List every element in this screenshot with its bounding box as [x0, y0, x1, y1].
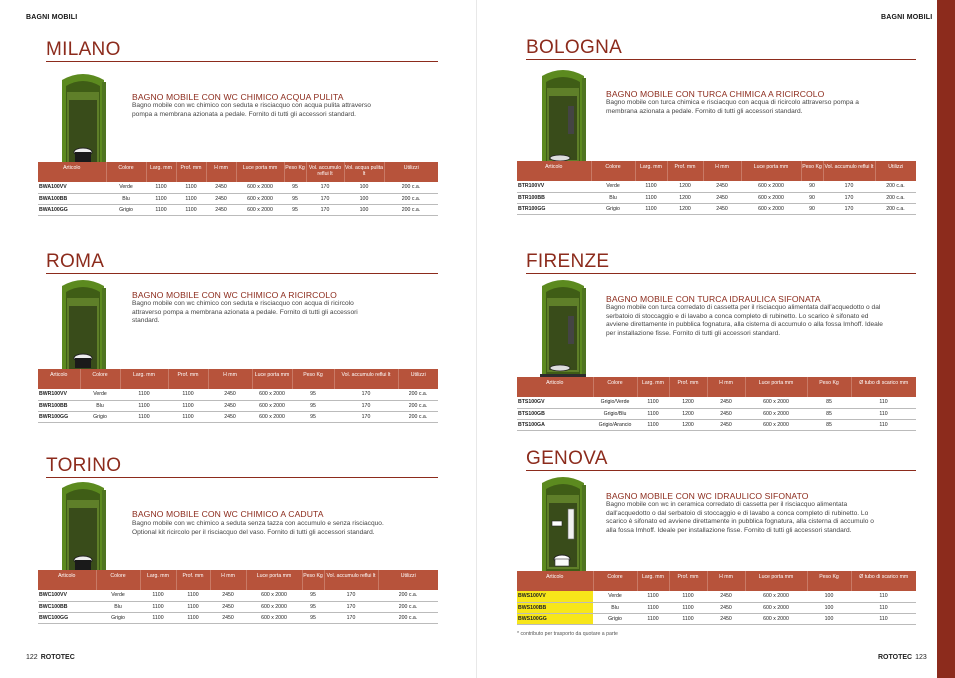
- table-cell: 1100: [669, 591, 707, 602]
- table-cell: Grigio: [591, 203, 635, 214]
- table-cell: 95: [284, 193, 306, 204]
- column-header: Peso Kg: [807, 377, 851, 397]
- column-header: Luce porta mm: [252, 369, 292, 389]
- table-cell: 95: [302, 612, 324, 623]
- table-cell: 85: [807, 419, 851, 430]
- product-description: Bagno mobile con turca corredato di cassetta per il risciacquo alimentata dall'acquedotto o dal serbatoio di stoccaggio e di lavabo a conca completo di rubinetto. Lo scarico è sifonato ed avviene direttamente in pubblica fognatura, alla cisterna di accumulo o alla fossa Imhoff. Ideale per installazione fisse. Fornito di tutti gli accessori standard.: [606, 304, 883, 337]
- table-row: [517, 591, 916, 602]
- product-title: GENOVA: [526, 448, 608, 469]
- table-cell: 1100: [120, 400, 168, 411]
- right-page: [477, 0, 955, 678]
- product-description: Bagno mobile con wc chimico a seduta senza tazza con accumulo e senza risciacquo. Optional kit ricircolo per il risciacquo del vaso. Fornito di tutti gli accessori standard.: [132, 520, 384, 536]
- table-header-row: [38, 570, 438, 590]
- cabin-icon: [538, 276, 588, 384]
- column-header: Vol. accumulo reflui lt: [823, 161, 875, 181]
- title-rule: [46, 273, 438, 274]
- table-row: [38, 182, 438, 193]
- table-cell: 600 x 2000: [246, 612, 302, 623]
- column-header: Luce porta mm: [246, 570, 302, 590]
- cabin-icon: [538, 473, 588, 581]
- table-cell: 600 x 2000: [236, 193, 284, 204]
- table-cell: 1100: [176, 601, 210, 612]
- article-code: BWA100GG: [38, 204, 106, 215]
- table-cell: 1100: [140, 601, 176, 612]
- table-cell: 1100: [120, 389, 168, 400]
- table-cell: 1100: [176, 612, 210, 623]
- product-subtitle: BAGNO MOBILE CON TURCA CHIMICA A RICIRCOLO: [606, 89, 825, 99]
- table-cell: 1200: [669, 419, 707, 430]
- column-header: Larg. mm: [637, 377, 669, 397]
- column-header: Articolo: [38, 162, 106, 182]
- article-code: BWC100BB: [38, 601, 96, 612]
- table-row: [38, 389, 438, 400]
- table-header-row: [38, 369, 438, 389]
- table-row: [517, 192, 916, 203]
- product-title: BOLOGNA: [526, 37, 623, 58]
- article-code: BTR100GG: [517, 203, 591, 214]
- table-cell: 1100: [669, 613, 707, 624]
- table-cell: 1100: [140, 590, 176, 601]
- article-code: BWR100VV: [38, 389, 80, 400]
- table-cell: 85: [807, 397, 851, 408]
- table-cell: 600 x 2000: [745, 591, 807, 602]
- product-description: Bagno mobile con turca chimica e risciacquo con acqua di ricircolo attraverso pompa a membrana azionata a pedale. Fornito di tutti gli accessori standard.: [606, 99, 859, 115]
- column-header: Articolo: [517, 377, 593, 397]
- table-cell: 170: [334, 389, 398, 400]
- table-row: [517, 602, 916, 613]
- table-cell: 1100: [140, 612, 176, 623]
- left-page: [0, 0, 477, 678]
- table-cell: 110: [851, 397, 916, 408]
- table-cell: 85: [807, 408, 851, 419]
- table-row: [517, 613, 916, 624]
- table-cell: 110: [851, 602, 916, 613]
- cabin-icon: [58, 276, 108, 384]
- table-cell: 110: [851, 591, 916, 602]
- table-cell: 2450: [206, 204, 236, 215]
- column-header: Peso Kg: [302, 570, 324, 590]
- product-description: Bagno mobile con wc chimico con seduta e risciacquo con acqua di ricircolo attraverso pompa a membrana azionata a pedale. Fornito di tutti gli accessori standard.: [132, 300, 358, 325]
- product-title: FIRENZE: [526, 251, 610, 272]
- table-cell: 110: [851, 408, 916, 419]
- table-cell: 1100: [635, 181, 667, 192]
- column-header: Peso Kg: [801, 161, 823, 181]
- table-cell: 600 x 2000: [252, 411, 292, 422]
- column-header: Colore: [106, 162, 146, 182]
- table-cell: 95: [302, 601, 324, 612]
- table-cell: 2450: [707, 408, 745, 419]
- column-header: Colore: [96, 570, 140, 590]
- table-cell: 1100: [146, 204, 176, 215]
- product-description: Bagno mobile con wc chimico con seduta e risciacquo con acqua pulita attraverso pompa a membrana azionata a pedale. Fornito di tutti gli accessori standard.: [132, 102, 371, 118]
- column-header: Ø tubo di scarico mm: [851, 377, 916, 397]
- column-header: Colore: [593, 377, 637, 397]
- table-cell: 1100: [176, 182, 206, 193]
- table-cell: Grigio: [106, 204, 146, 215]
- table-cell: 170: [324, 612, 378, 623]
- table-cell: 200 c.a.: [378, 612, 438, 623]
- product-subtitle: BAGNO MOBILE CON TURCA IDRAULICA SIFONATA: [606, 294, 821, 304]
- table-cell: 600 x 2000: [246, 601, 302, 612]
- article-code: BWR100BB: [38, 400, 80, 411]
- table-row: [517, 419, 916, 430]
- table-cell: 1100: [168, 411, 208, 422]
- table-cell: 1100: [168, 400, 208, 411]
- table-cell: 1100: [635, 203, 667, 214]
- column-header: Peso Kg: [292, 369, 334, 389]
- table-cell: 600 x 2000: [236, 204, 284, 215]
- table-cell: Blu: [80, 400, 120, 411]
- title-rule: [526, 273, 916, 274]
- table-cell: 600 x 2000: [741, 192, 801, 203]
- table-cell: 170: [324, 601, 378, 612]
- column-header: Luce porta mm: [745, 377, 807, 397]
- table-header-row: [517, 161, 916, 181]
- footnote: * contributo per trasporto da quotare a parte: [517, 631, 618, 637]
- table-cell: 200 c.a.: [398, 411, 438, 422]
- table-header-row: [517, 571, 916, 591]
- column-header: Colore: [593, 571, 637, 591]
- table-row: [38, 193, 438, 204]
- footer-left: [26, 654, 78, 661]
- table-cell: 95: [292, 400, 334, 411]
- spec-table: [517, 377, 916, 431]
- column-header: Larg. mm: [635, 161, 667, 181]
- table-cell: 170: [334, 411, 398, 422]
- table-cell: 1100: [176, 590, 210, 601]
- table-cell: 170: [823, 203, 875, 214]
- article-code: BWC100GG: [38, 612, 96, 623]
- table-cell: 1200: [667, 203, 703, 214]
- table-cell: 170: [823, 181, 875, 192]
- title-rule: [526, 470, 916, 471]
- column-header: Colore: [591, 161, 635, 181]
- table-cell: Grigio/Blu: [593, 408, 637, 419]
- column-header: Prof. mm: [168, 369, 208, 389]
- running-head-left: BAGNI MOBILI: [26, 14, 78, 21]
- table-cell: 100: [344, 182, 384, 193]
- table-cell: 200 c.a.: [378, 601, 438, 612]
- table-cell: Verde: [593, 591, 637, 602]
- title-rule: [526, 59, 916, 60]
- column-header: Peso Kg: [807, 571, 851, 591]
- table-cell: 600 x 2000: [745, 397, 807, 408]
- table-cell: 600 x 2000: [745, 613, 807, 624]
- toilet-cabin-photo: [538, 276, 588, 384]
- table-row: [38, 601, 438, 612]
- table-cell: 2450: [707, 591, 745, 602]
- table-cell: 110: [851, 419, 916, 430]
- column-header: Articolo: [38, 369, 80, 389]
- table-cell: 1100: [637, 602, 669, 613]
- table-cell: Grigio: [80, 411, 120, 422]
- product-title: ROMA: [46, 251, 105, 272]
- article-code: BWS100BB: [517, 602, 593, 613]
- toilet-cabin-photo: [538, 66, 588, 174]
- table-cell: 600 x 2000: [741, 203, 801, 214]
- spec-table: [517, 571, 916, 625]
- table-cell: 2450: [707, 397, 745, 408]
- product-bologna: [518, 37, 916, 223]
- table-cell: 100: [807, 602, 851, 613]
- table-cell: 1100: [637, 591, 669, 602]
- table-cell: 2450: [707, 613, 745, 624]
- edge-color-bar: [937, 0, 955, 678]
- title-rule: [46, 61, 438, 62]
- table-cell: 2450: [703, 203, 741, 214]
- table-cell: 600 x 2000: [741, 181, 801, 192]
- table-cell: 1100: [176, 193, 206, 204]
- table-cell: 600 x 2000: [745, 408, 807, 419]
- column-header: Articolo: [517, 161, 591, 181]
- article-code: BWA100BB: [38, 193, 106, 204]
- table-cell: 100: [344, 193, 384, 204]
- table-cell: 100: [807, 613, 851, 624]
- table-row: [38, 204, 438, 215]
- table-cell: 1100: [120, 411, 168, 422]
- table-cell: Blu: [593, 602, 637, 613]
- column-header: Prof. mm: [669, 377, 707, 397]
- column-header: H mm: [703, 161, 741, 181]
- article-code: BTS100GV: [517, 397, 593, 408]
- table-cell: 170: [334, 400, 398, 411]
- cabin-icon: [538, 66, 588, 174]
- article-code: BTS100GB: [517, 408, 593, 419]
- table-cell: 1100: [635, 192, 667, 203]
- table-row: [38, 612, 438, 623]
- table-cell: 2450: [208, 400, 252, 411]
- column-header: Utilizzi: [378, 570, 438, 590]
- table-cell: 600 x 2000: [252, 389, 292, 400]
- column-header: Larg. mm: [140, 570, 176, 590]
- column-header: Luce porta mm: [745, 571, 807, 591]
- running-head-right: BAGNI MOBILI: [881, 14, 933, 21]
- table-cell: 1100: [669, 602, 707, 613]
- table-cell: Blu: [106, 193, 146, 204]
- table-row: [38, 400, 438, 411]
- table-cell: 2450: [210, 601, 246, 612]
- table-cell: 600 x 2000: [745, 419, 807, 430]
- table-row: [38, 411, 438, 422]
- table-cell: 1100: [168, 389, 208, 400]
- spec-table: [38, 369, 438, 423]
- column-header: Prof. mm: [176, 570, 210, 590]
- table-cell: 1200: [667, 181, 703, 192]
- column-header: H mm: [707, 571, 745, 591]
- article-code: BTR100BB: [517, 192, 591, 203]
- column-header: Prof. mm: [669, 571, 707, 591]
- column-header: Articolo: [517, 571, 593, 591]
- table-row: [517, 408, 916, 419]
- product-subtitle: BAGNO MOBILE CON WC CHIMICO A RICIRCOLO: [132, 290, 337, 300]
- table-cell: 200 c.a.: [384, 193, 438, 204]
- column-header: Peso Kg: [284, 162, 306, 182]
- column-header: Utilizzi: [384, 162, 438, 182]
- product-roma: [39, 251, 438, 432]
- table-cell: 90: [801, 203, 823, 214]
- table-cell: Grigio/Verde: [593, 397, 637, 408]
- spec-table: [517, 161, 916, 215]
- table-row: [38, 590, 438, 601]
- column-header: Utilizzi: [398, 369, 438, 389]
- table-cell: 90: [801, 192, 823, 203]
- table-cell: 1200: [667, 192, 703, 203]
- table-cell: 95: [292, 389, 334, 400]
- table-header-row: [517, 377, 916, 397]
- toilet-cabin-photo: [538, 473, 588, 581]
- table-cell: 2450: [703, 192, 741, 203]
- product-torino: [39, 455, 438, 636]
- product-title: MILANO: [46, 39, 121, 60]
- table-cell: 1100: [146, 182, 176, 193]
- article-code: BTS100GA: [517, 419, 593, 430]
- spec-table: [38, 162, 438, 216]
- table-row: [517, 203, 916, 214]
- column-header: Articolo: [38, 570, 96, 590]
- column-header: Vol. accumulo reflui lt: [334, 369, 398, 389]
- table-cell: Blu: [591, 192, 635, 203]
- table-cell: 2450: [206, 182, 236, 193]
- table-cell: 200 c.a.: [398, 389, 438, 400]
- product-subtitle: BAGNO MOBILE CON WC IDRAULICO SIFONATO: [606, 491, 809, 501]
- brand-name: ROTOTEC: [878, 654, 913, 661]
- product-genova: [517, 448, 916, 644]
- article-code: BWS100VV: [517, 591, 593, 602]
- table-cell: 100: [344, 204, 384, 215]
- table-cell: 1100: [637, 397, 669, 408]
- table-cell: Verde: [591, 181, 635, 192]
- column-header: Larg. mm: [146, 162, 176, 182]
- column-header: H mm: [210, 570, 246, 590]
- product-subtitle: BAGNO MOBILE CON WC CHIMICO ACQUA PULITA: [132, 92, 344, 102]
- footer-right: [875, 654, 927, 661]
- column-header: Utilizzi: [875, 161, 916, 181]
- table-cell: 90: [801, 181, 823, 192]
- column-header: Vol. acqua pulita lt: [344, 162, 384, 182]
- table-cell: 170: [324, 590, 378, 601]
- product-subtitle: BAGNO MOBILE CON WC CHIMICO A CADUTA: [132, 509, 324, 519]
- table-cell: 200 c.a.: [875, 203, 916, 214]
- table-cell: 2450: [206, 193, 236, 204]
- table-cell: 2450: [210, 612, 246, 623]
- table-cell: 2450: [707, 419, 745, 430]
- article-code: BWS100GG: [517, 613, 593, 624]
- table-cell: 110: [851, 613, 916, 624]
- table-cell: 95: [284, 182, 306, 193]
- column-header: Vol. accumulo reflui lt: [324, 570, 378, 590]
- table-cell: 200 c.a.: [378, 590, 438, 601]
- table-cell: 2450: [707, 602, 745, 613]
- article-code: BTR100VV: [517, 181, 591, 192]
- table-cell: 95: [292, 411, 334, 422]
- product-firenze: [518, 251, 916, 432]
- column-header: H mm: [707, 377, 745, 397]
- table-cell: 170: [306, 182, 344, 193]
- table-cell: 200 c.a.: [384, 182, 438, 193]
- table-cell: 1100: [146, 193, 176, 204]
- page-number: 123: [915, 654, 927, 661]
- page-number: 122: [26, 654, 38, 661]
- column-header: Colore: [80, 369, 120, 389]
- table-cell: 2450: [210, 590, 246, 601]
- article-code: BWA100VV: [38, 182, 106, 193]
- table-cell: 600 x 2000: [246, 590, 302, 601]
- table-cell: 170: [823, 192, 875, 203]
- table-cell: 1100: [637, 419, 669, 430]
- product-milano: [39, 39, 438, 225]
- table-cell: Grigio/Arancio: [593, 419, 637, 430]
- table-cell: Grigio: [593, 613, 637, 624]
- table-cell: 95: [302, 590, 324, 601]
- table-cell: 600 x 2000: [236, 182, 284, 193]
- table-cell: Blu: [96, 601, 140, 612]
- column-header: Prof. mm: [176, 162, 206, 182]
- article-code: BWR100GG: [38, 411, 80, 422]
- column-header: Vol. accumulo reflui lt: [306, 162, 344, 182]
- table-cell: Grigio: [96, 612, 140, 623]
- table-cell: 2450: [703, 181, 741, 192]
- table-cell: 1100: [637, 613, 669, 624]
- table-cell: 1200: [669, 397, 707, 408]
- table-cell: 1100: [637, 408, 669, 419]
- column-header: Ø tubo di scarico mm: [851, 571, 916, 591]
- table-cell: Verde: [106, 182, 146, 193]
- table-row: [517, 181, 916, 192]
- product-title: TORINO: [46, 455, 122, 476]
- table-row: [517, 397, 916, 408]
- article-code: BWC100VV: [38, 590, 96, 601]
- column-header: Larg. mm: [637, 571, 669, 591]
- table-cell: Verde: [96, 590, 140, 601]
- product-description: Bagno mobile con wc in ceramica corredato di cassetta per il risciacquo alimentata dall'acquedotto o dal serbatoio di stoccaggio e di lavabo a conca completo di rubinetto. Lo scarico è sifonato ed avviene direttamente in pubblica fognatura, alla cisterna di accumulo o alla fossa Imhoff. Ideale per installazione fisse. Fornito di tutti gli accessori standard.: [606, 501, 874, 534]
- table-cell: 1100: [176, 204, 206, 215]
- column-header: Luce porta mm: [741, 161, 801, 181]
- column-header: H mm: [208, 369, 252, 389]
- table-cell: 2450: [208, 389, 252, 400]
- table-cell: 1200: [669, 408, 707, 419]
- table-cell: 200 c.a.: [398, 400, 438, 411]
- brand-name: ROTOTEC: [40, 654, 75, 661]
- table-cell: 200 c.a.: [875, 192, 916, 203]
- toilet-cabin-photo: [58, 276, 108, 384]
- column-header: Luce porta mm: [236, 162, 284, 182]
- table-cell: 200 c.a.: [875, 181, 916, 192]
- column-header: Larg. mm: [120, 369, 168, 389]
- table-header-row: [38, 162, 438, 182]
- column-header: Prof. mm: [667, 161, 703, 181]
- table-cell: 600 x 2000: [745, 602, 807, 613]
- table-cell: Verde: [80, 389, 120, 400]
- column-header: H mm: [206, 162, 236, 182]
- table-cell: 200 c.a.: [384, 204, 438, 215]
- table-cell: 2450: [208, 411, 252, 422]
- table-cell: 170: [306, 204, 344, 215]
- table-cell: 95: [284, 204, 306, 215]
- table-cell: 600 x 2000: [252, 400, 292, 411]
- table-cell: 170: [306, 193, 344, 204]
- spec-table: [38, 570, 438, 624]
- table-cell: 100: [807, 591, 851, 602]
